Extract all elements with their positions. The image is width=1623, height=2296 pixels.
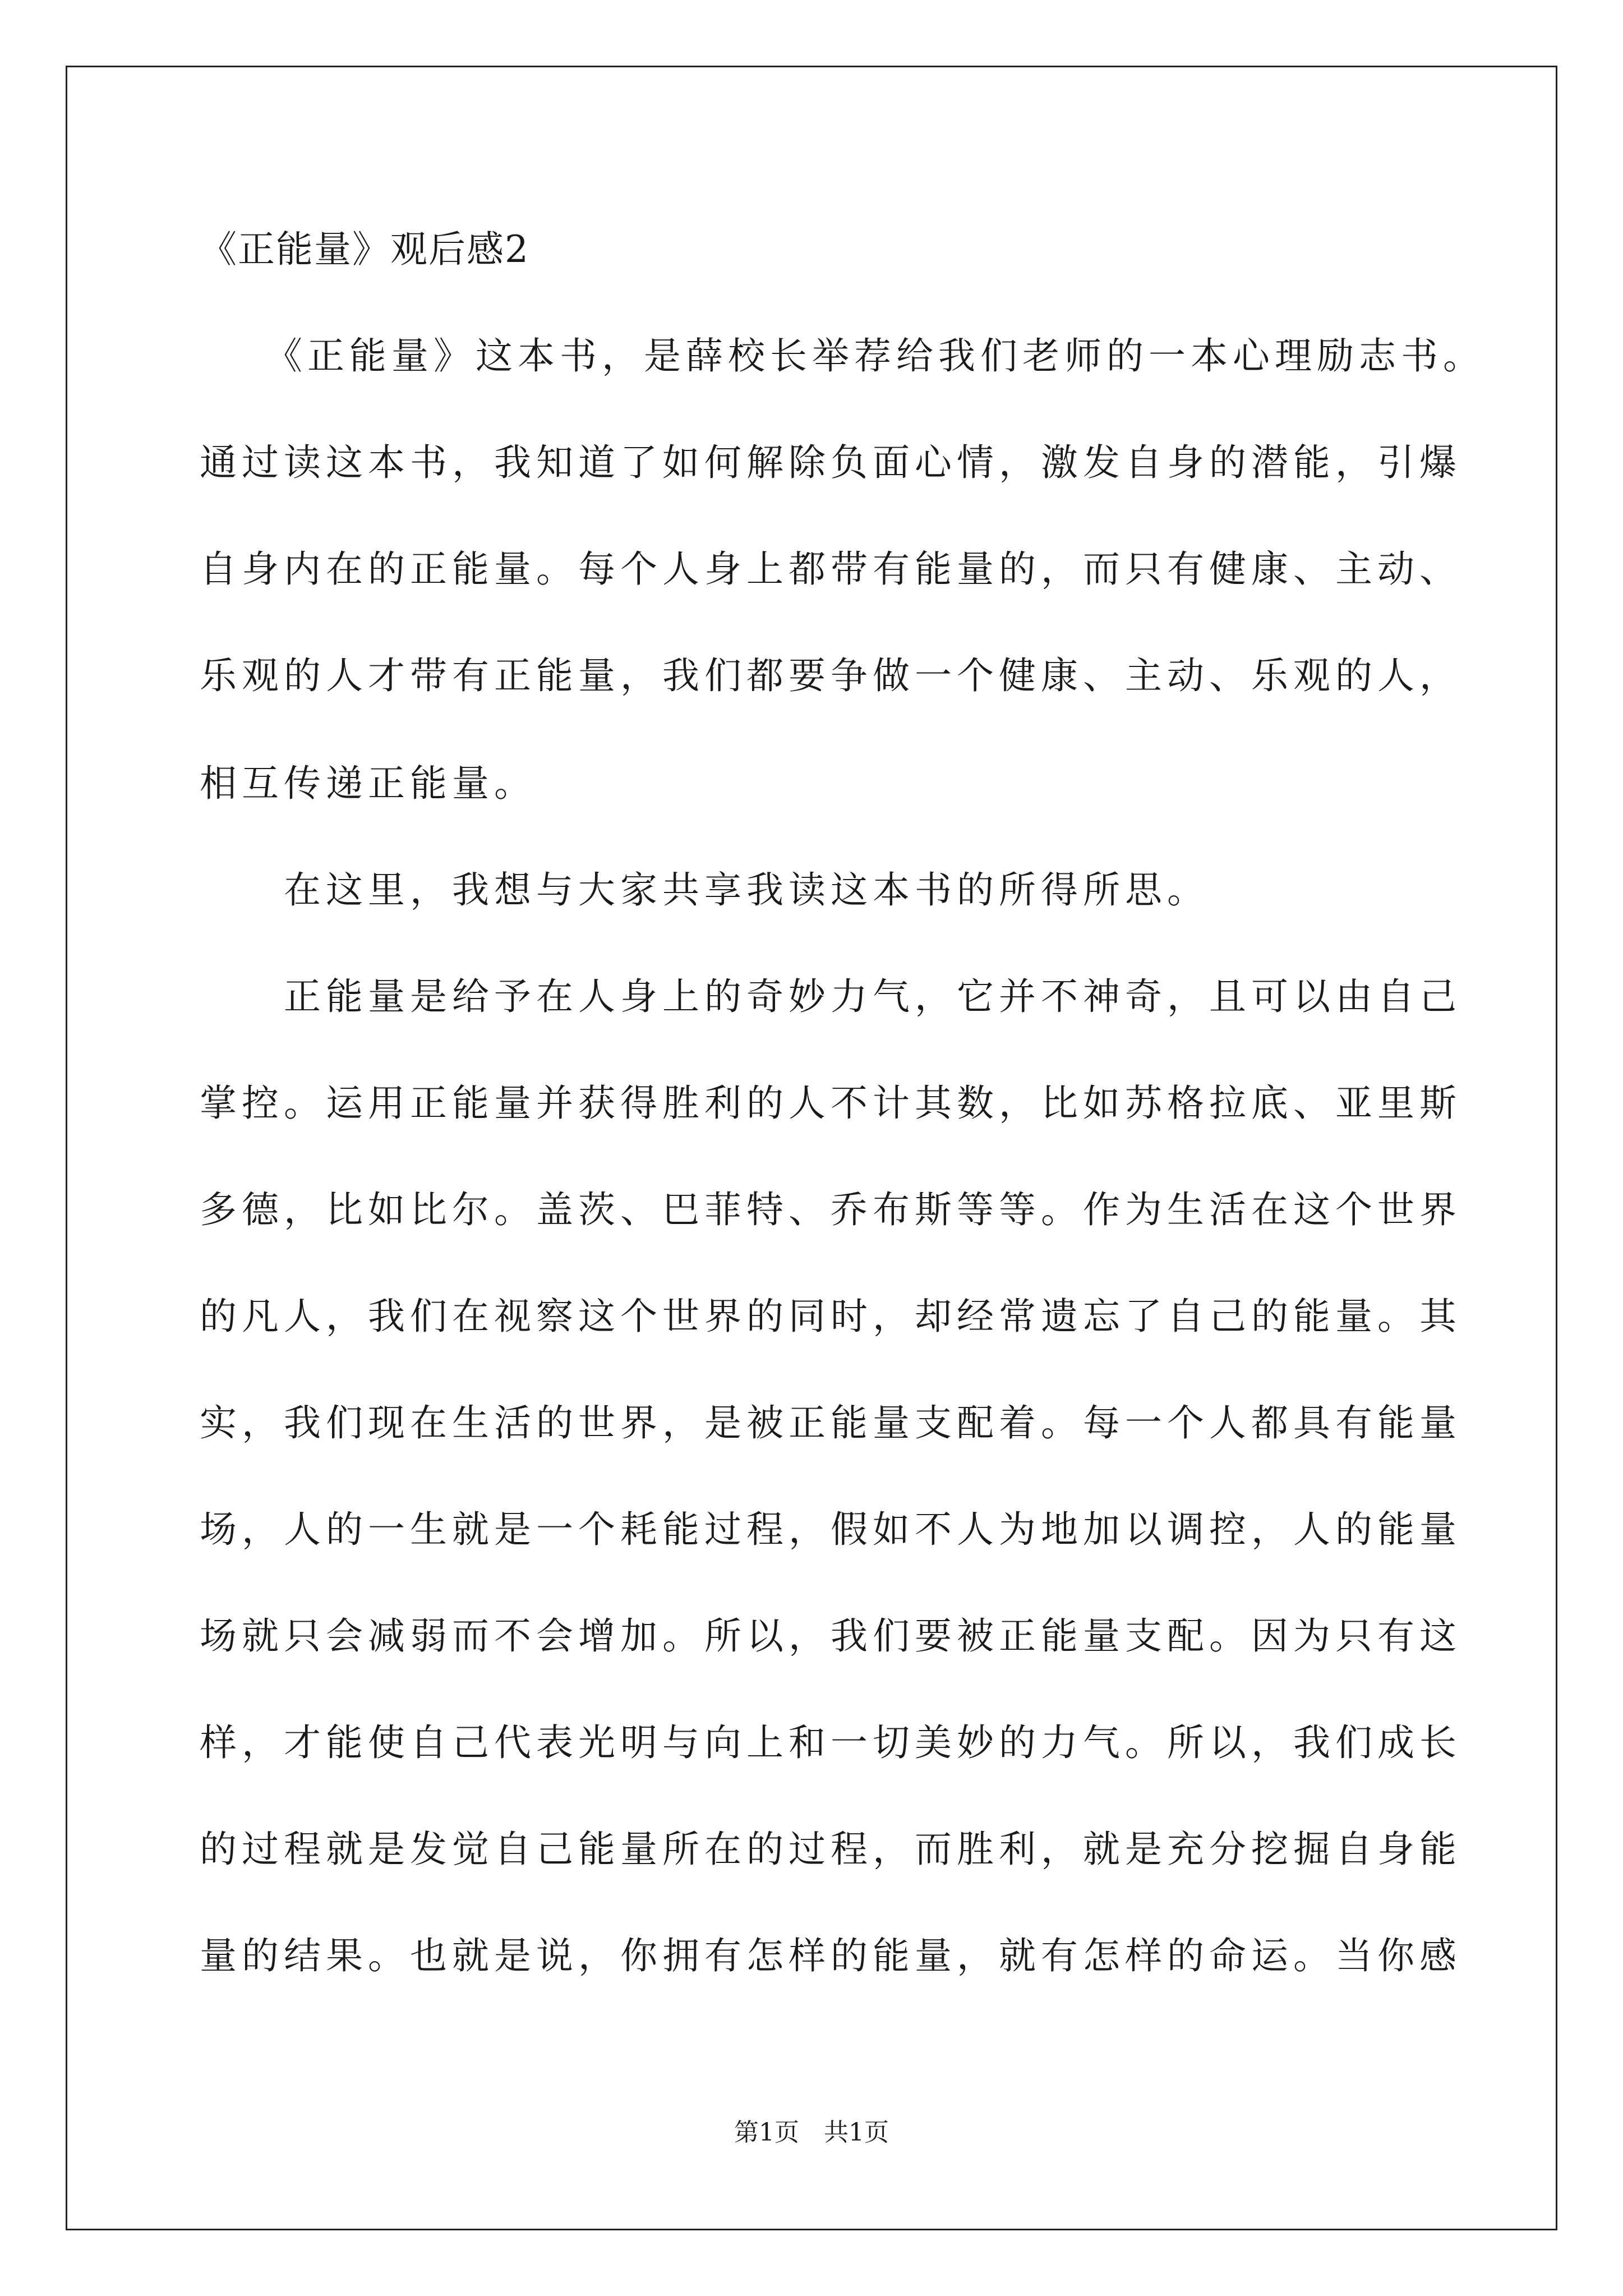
paragraph-line-12: 场，人的一生就是一个耗能过程，假如不人为地加以调控，人的能量 <box>200 1508 1461 1551</box>
paragraph-line-14: 样，才能使自己代表光明与向上和一切美妙的力气。所以，我们成长 <box>200 1721 1461 1764</box>
paragraph-line-7: 正能量是给予在人身上的奇妙力气，它并不神奇，且可以由自己 <box>200 975 1461 1018</box>
page-border <box>66 66 1557 2230</box>
paragraph-line-2: 通过读这本书，我知道了如何解除负面心情，激发自身的潜能，引爆 <box>200 441 1461 484</box>
paragraph-line-6: 在这里，我想与大家共享我读这本书的所得所思。 <box>200 868 1209 912</box>
paragraph-line-4: 乐观的人才带有正能量，我们都要争做一个健康、主动、乐观的人， <box>200 654 1461 697</box>
page-footer <box>0 2116 1623 2150</box>
page-number: 第1页 <box>734 2118 799 2147</box>
paragraph-line-5: 相互传递正能量。 <box>200 762 536 805</box>
paragraph-line-11: 实，我们现在生活的世界，是被正能量支配着。每一个人都具有能量 <box>200 1401 1461 1444</box>
paragraph-line-8: 掌控。运用正能量并获得胜利的人不计其数，比如苏格拉底、亚里斯 <box>200 1082 1461 1125</box>
paragraph-line-3: 自身内在的正能量。每个人身上都带有能量的，而只有健康、主动、 <box>200 547 1461 591</box>
paragraph-line-13: 场就只会减弱而不会增加。所以，我们要被正能量支配。因为只有这 <box>200 1614 1461 1658</box>
paragraph-line-9: 多德，比如比尔。盖茨、巴菲特、乔布斯等等。作为生活在这个世界 <box>200 1188 1461 1231</box>
paragraph-line-16: 量的结果。也就是说，你拥有怎样的能量，就有怎样的命运。当你感 <box>200 1934 1461 1977</box>
document-title: 《正能量》观后感2 <box>200 228 529 271</box>
page-total: 共1页 <box>824 2118 889 2147</box>
paragraph-line-15: 的过程就是发觉自己能量所在的过程，而胜利，就是充分挖掘自身能 <box>200 1828 1461 1871</box>
paragraph-line-1: 《正能量》这本书，是薛校长举荐给我们老师的一本心理励志书。 <box>200 334 1485 378</box>
paragraph-line-10: 的凡人，我们在视察这个世界的同时，却经常遗忘了自己的能量。其 <box>200 1295 1461 1338</box>
